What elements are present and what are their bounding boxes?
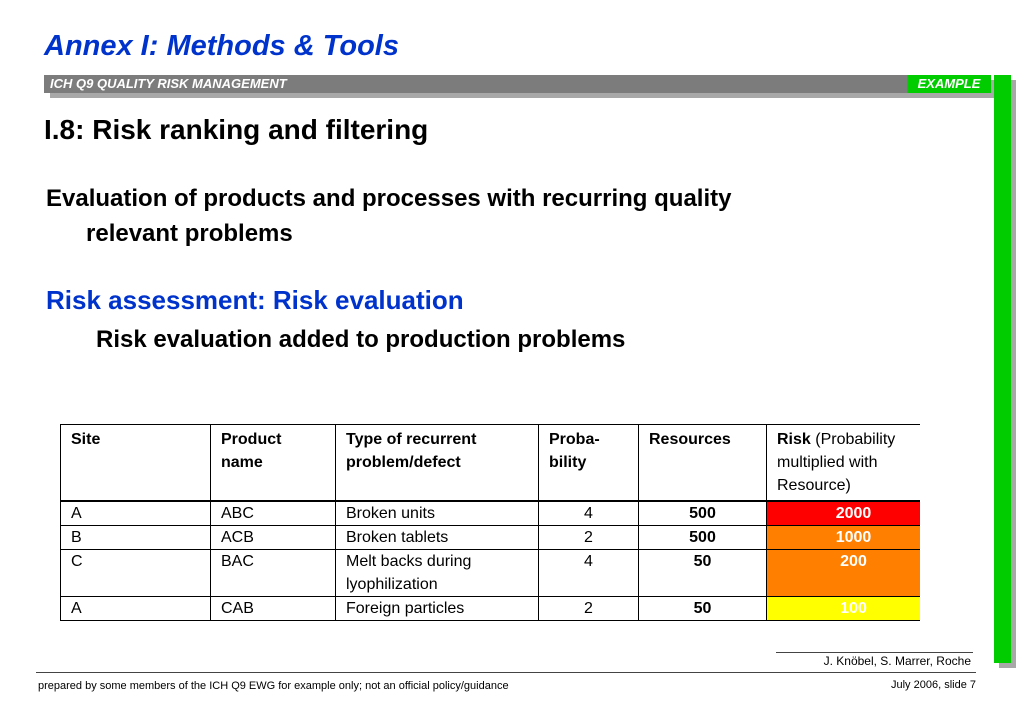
header-product: Product name: [211, 425, 336, 502]
header-probability: Proba-bility: [539, 425, 639, 502]
risk-table-wrapper: [60, 424, 920, 622]
green-side-bar: [994, 75, 1011, 663]
cell-risk: 2000: [767, 501, 921, 526]
cell-probability: 4: [539, 550, 639, 597]
cell-site: B: [61, 526, 211, 550]
cell-risk: 100: [767, 597, 921, 621]
header-type: Type of recurrent problem/defect: [336, 425, 539, 502]
footer-disclaimer: prepared by some members of the ICH Q9 EWG for example only; not an official policy/guidance: [38, 680, 509, 692]
cell-product: CAB: [211, 597, 336, 621]
annex-title: Annex I: Methods & Tools: [44, 30, 399, 62]
cell-product: ABC: [211, 501, 336, 526]
band-label: ICH Q9 QUALITY RISK MANAGEMENT: [50, 76, 287, 91]
cell-risk: 200: [767, 550, 921, 597]
cell-resources: 50: [639, 550, 767, 597]
author-credit: J. Knöbel, S. Marrer, Roche: [823, 654, 971, 668]
header-site: Site: [61, 425, 211, 502]
table-row: [61, 501, 921, 526]
cell-resources: 50: [639, 597, 767, 621]
evaluation-text: [46, 181, 946, 251]
table-header-row: [61, 425, 921, 502]
cell-type: Melt backs during lyophilization: [336, 550, 539, 597]
cell-product: ACB: [211, 526, 336, 550]
table-row: [61, 550, 921, 597]
cell-type: Broken tablets: [336, 526, 539, 550]
evaluation-line-2: relevant problems: [86, 220, 293, 247]
cell-resources: 500: [639, 501, 767, 526]
cell-type: Foreign particles: [336, 597, 539, 621]
footer-divider: [36, 672, 976, 673]
cell-site: C: [61, 550, 211, 597]
cell-site: A: [61, 597, 211, 621]
header-resources: Resources: [639, 425, 767, 502]
section-title: I.8: Risk ranking and filtering: [44, 114, 429, 145]
cell-risk: 1000: [767, 526, 921, 550]
cell-type: Broken units: [336, 501, 539, 526]
table-row: [61, 597, 921, 621]
evaluation-line-1: Evaluation of products and processes with recurring quality: [46, 185, 732, 212]
slide-info: July 2006, slide 7: [891, 679, 976, 691]
header-risk: Risk (Probability multiplied with Resource): [767, 425, 921, 502]
cell-resources: 500: [639, 526, 767, 550]
risk-table: [60, 424, 920, 621]
cell-product: BAC: [211, 550, 336, 597]
cell-site: A: [61, 501, 211, 526]
risk-assessment-subheading: Risk evaluation added to production problems: [96, 326, 626, 353]
cell-probability: 2: [539, 526, 639, 550]
example-tag: EXAMPLE: [907, 75, 991, 93]
table-row: [61, 526, 921, 550]
cell-probability: 2: [539, 597, 639, 621]
risk-assessment-heading: Risk assessment: Risk evaluation: [46, 285, 464, 315]
cell-probability: 4: [539, 501, 639, 526]
header-band: [44, 75, 991, 93]
